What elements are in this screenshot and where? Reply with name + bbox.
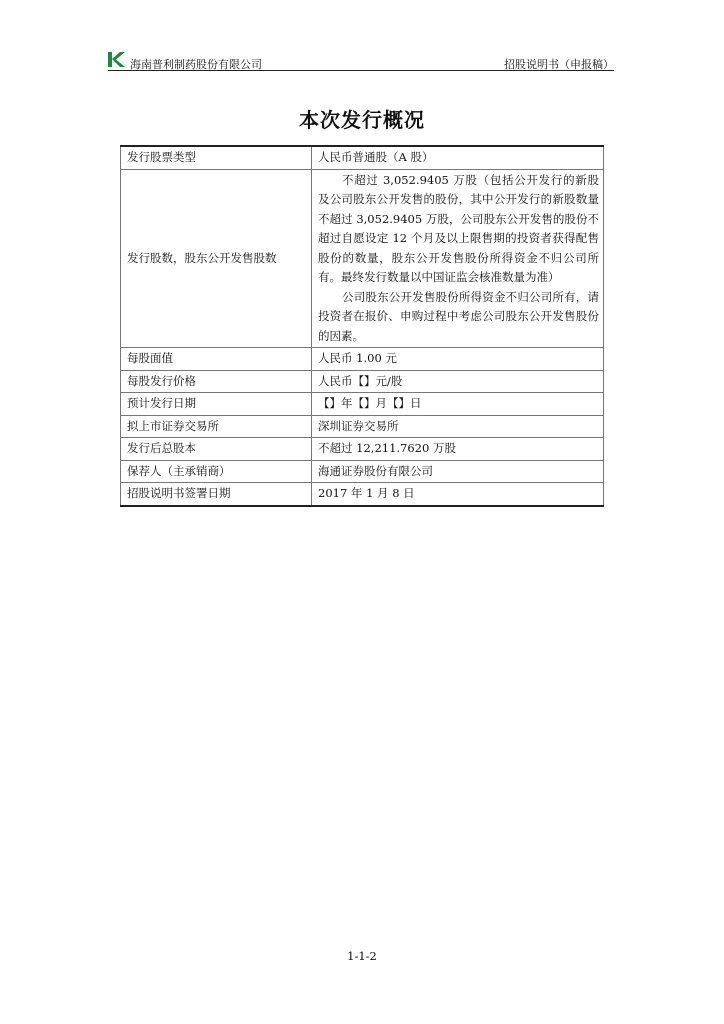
row-label: 招股说明书签署日期 xyxy=(121,483,312,506)
row-label: 每股面值 xyxy=(121,348,312,371)
page-header xyxy=(108,52,614,72)
table-row xyxy=(121,415,604,438)
table-row xyxy=(121,483,604,506)
value-paragraph: 不超过 3,052.9405 万股（包括公开发行的新股及公司股东公开发售的股份，其中公开发行的新股数量不超过 3,052.9405 万股，公司股东公开发售的股份不超过自愿设定 12 个月及以上限售期的投资者获得配售股份的数量，股东公开发售股份所得资金不归公司所有。最终发行数量以中国证监会核准数量为准） xyxy=(318,172,599,284)
table-row xyxy=(121,348,604,371)
table-row xyxy=(121,393,604,416)
table-row xyxy=(121,460,604,483)
row-value: 人民币【】元/股 xyxy=(312,370,604,393)
offering-overview-table xyxy=(120,145,604,507)
row-label: 保荐人（主承销商） xyxy=(121,460,312,483)
row-value: 2017 年 1 月 8 日 xyxy=(312,483,604,506)
row-value: 人民币普通股（A 股） xyxy=(312,146,604,169)
table-row xyxy=(121,438,604,461)
row-label: 拟上市证券交易所 xyxy=(121,415,312,438)
document-name: 招股说明书（申报稿） xyxy=(504,58,614,71)
table-row xyxy=(121,370,604,393)
row-label: 发行股票类型 xyxy=(121,146,312,169)
row-label: 发行股数，股东公开发售股数 xyxy=(121,169,312,348)
row-label: 预计发行日期 xyxy=(121,393,312,416)
company-logo-icon xyxy=(108,52,127,67)
row-label: 每股发行价格 xyxy=(121,370,312,393)
row-value: 【】年【】月【】日 xyxy=(312,393,604,416)
table-row xyxy=(121,146,604,169)
header-rule xyxy=(108,70,614,71)
row-value: 海通证券股份有限公司 xyxy=(312,460,604,483)
company-name: 海南普利制药股份有限公司 xyxy=(130,58,262,71)
page-number: 1-1-2 xyxy=(347,949,377,963)
row-value xyxy=(312,169,604,348)
row-value: 不超过 12,211.7620 万股 xyxy=(312,438,604,461)
row-label: 发行后总股本 xyxy=(121,438,312,461)
row-value: 人民币 1.00 元 xyxy=(312,348,604,371)
value-paragraph: 公司股东公开发售股份所得资金不归公司所有，请投资者在报价、申购过程中考虑公司股东公开发售股份的因素。 xyxy=(318,289,599,343)
page-title: 本次发行概况 xyxy=(299,108,425,132)
table-row xyxy=(121,169,604,348)
row-value: 深圳证券交易所 xyxy=(312,415,604,438)
